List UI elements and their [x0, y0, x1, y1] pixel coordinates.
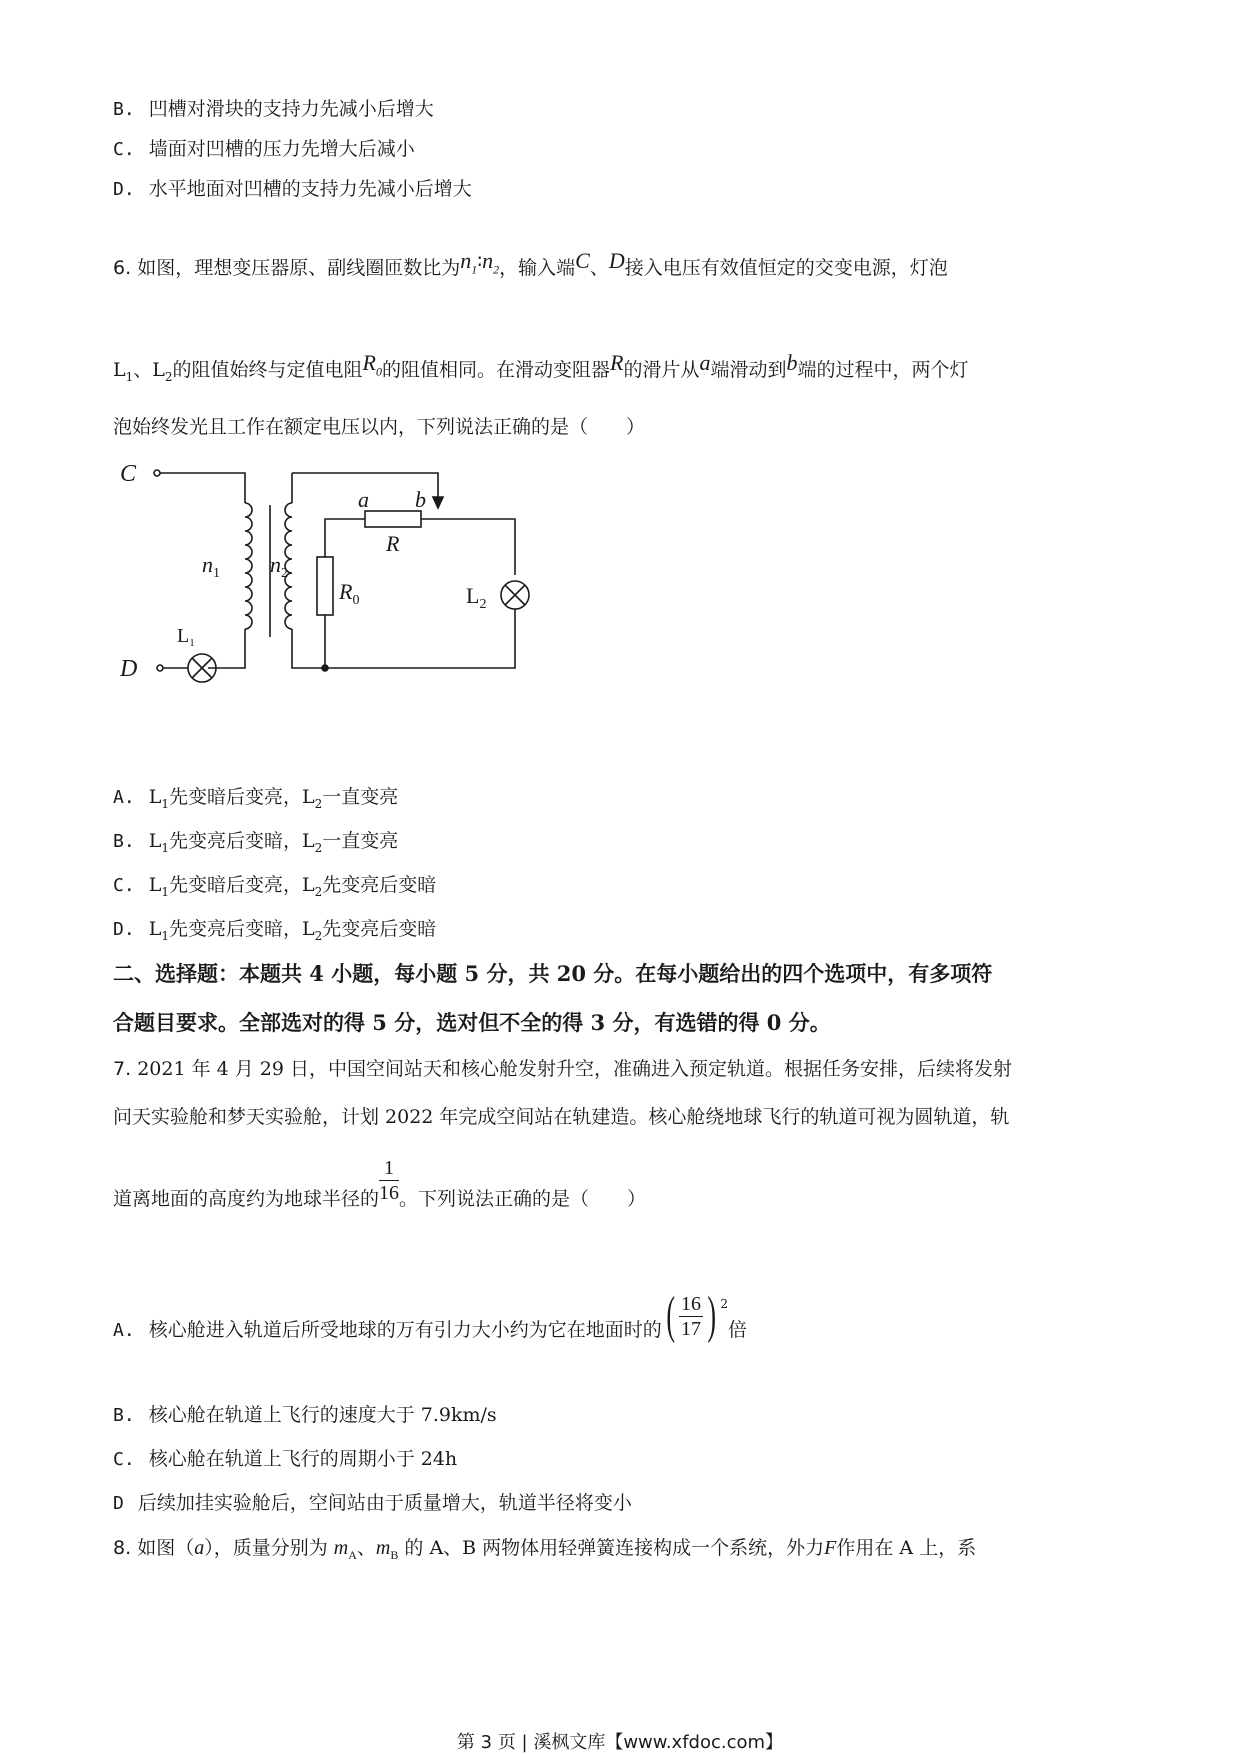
label-r0: $R_0$	[339, 579, 360, 608]
fraction-1-16: $\frac{1}{16}$	[379, 1156, 400, 1204]
option-text: 先变亮后变暗，L	[168, 830, 315, 852]
option-label: B.	[113, 831, 135, 852]
question-number: 8.	[113, 1537, 132, 1559]
var-ma: $m_A$	[333, 1537, 357, 1562]
q6-text: 的滑片从	[623, 359, 700, 381]
q6-option-d: D. $L_1$先变亮后变暗，$L_2$先变亮后变暗	[113, 918, 437, 943]
var-c: C	[575, 248, 590, 273]
q7-line-2	[113, 1108, 1009, 1127]
q6-option-a: A. $L_1$先变暗后变亮，$L_2$一直变亮	[113, 786, 399, 811]
q7-text: 。下列说法正确的是（ ）	[399, 1188, 647, 1210]
option-label: A.	[113, 1320, 135, 1341]
option-text: L	[148, 786, 162, 808]
option-label: B.	[113, 1405, 135, 1426]
q6-text: ，输入端	[499, 257, 576, 279]
option-text: L	[148, 830, 162, 852]
q6-line-2	[113, 352, 969, 383]
q7-text: 道离地面的高度约为地球半径的	[113, 1188, 380, 1210]
circuit-diagram	[120, 455, 540, 695]
q7-text: 2021 年 4 月 29 日，中国空间站天和核心舱发射升空，准确进入预定轨道。根据任务安排，后续将发射	[137, 1058, 1013, 1080]
var-f: F	[824, 1537, 837, 1559]
separator: 、	[589, 257, 609, 279]
q8-text: 如图（	[137, 1537, 195, 1559]
option-text: 墙面对凹槽的压力先增大后减小	[148, 138, 415, 160]
q6-option-c: C. $L_1$先变暗后变亮，$L_2$先变亮后变暗	[113, 874, 437, 899]
q6-text: 接入电压有效值恒定的交变电源，灯泡	[624, 257, 948, 279]
option-label: A.	[113, 787, 135, 808]
q7-line-3	[113, 1156, 647, 1210]
var-a: a	[699, 350, 711, 375]
q6-text: 端的过程中，两个灯	[797, 359, 969, 381]
resistor-r0	[317, 557, 333, 615]
q6-text: 的阻值相同。在滑动变阻器	[382, 359, 611, 381]
q8-text: ），质量分别为	[204, 1537, 334, 1559]
question-number: 6.	[113, 257, 132, 279]
option-text: 先变暗后变亮，L	[168, 874, 315, 896]
option-text: 一直变亮	[322, 830, 399, 852]
label-l1: $L_1$	[177, 625, 195, 649]
label-l2: $L_2$	[466, 583, 487, 612]
option-label: D.	[113, 919, 135, 940]
option-label: C.	[113, 139, 135, 160]
q7-line-1	[113, 1060, 1012, 1079]
q5-option-b	[113, 100, 434, 119]
label-n2: $n_2$	[270, 552, 288, 581]
junction	[322, 665, 328, 671]
option-label: C.	[113, 1449, 135, 1470]
q7-option-b	[113, 1406, 497, 1425]
option-text: 核心舱进入轨道后所受地球的万有引力大小约为它在地面时的	[148, 1319, 662, 1341]
q6-text: 如图，理想变压器原、副线圈匝数比为	[137, 257, 461, 279]
label-r: R	[386, 531, 400, 556]
var-r0: $R_0$	[362, 350, 382, 379]
q6-text: 泡始终发光且工作在额定电压以内，下列说法正确的是（ ）	[113, 416, 646, 438]
lamp-l2: 、$L_2$	[133, 359, 173, 384]
option-label: C.	[113, 875, 135, 896]
paren-left: (	[666, 1287, 675, 1344]
var-n1: $n_1$	[460, 248, 478, 277]
q7-option-d	[113, 1494, 632, 1513]
option-text: L	[148, 918, 162, 940]
primary-coil	[245, 503, 252, 629]
question-number: 7.	[113, 1058, 132, 1080]
option-label: D	[113, 1493, 124, 1514]
section-heading-line-2: 合题目要求。全部选对的得 5 分，选对但不全的得 3 分，有选错的得 0 分。	[113, 1010, 831, 1035]
option-text: 先变亮后变暗	[322, 874, 437, 896]
option-text: 后续加挂实验舱后，空间站由于质量增大，轨道半径将变小	[137, 1492, 632, 1514]
var-d: D	[608, 248, 625, 273]
label-c: C	[120, 461, 137, 487]
q6-text: 端滑动到	[710, 359, 787, 381]
option-text: 先变暗后变亮，L	[168, 786, 315, 808]
var-b: b	[786, 350, 798, 375]
q7-text: 问天实验舱和梦天实验舱，计划 2022 年完成空间站在轨建造。核心舱绕地球飞行的轨道可视为圆轨道，轨	[113, 1106, 1010, 1128]
colon: ∶	[477, 251, 483, 273]
q8-text: 作用在 A 上，系	[836, 1537, 977, 1559]
option-label: D.	[113, 179, 135, 200]
q6-option-b: B. $L_1$先变亮后变暗，$L_2$一直变亮	[113, 830, 399, 855]
option-text: 一直变亮	[322, 786, 399, 808]
q5-option-c	[113, 140, 415, 159]
option-label: B.	[113, 99, 135, 120]
fraction-16-17: $\frac{16}{17}$	[681, 1292, 702, 1340]
q7-option-a	[113, 1287, 748, 1344]
lamp-l1: $L_1$	[113, 359, 134, 384]
option-text: 水平地面对凹槽的支持力先减小后增大	[148, 178, 472, 200]
var-r: R	[610, 350, 624, 375]
option-text: L	[148, 874, 162, 896]
rheostat-r	[365, 511, 421, 527]
q7-option-c	[113, 1450, 457, 1469]
q6-line-3	[113, 418, 645, 437]
var-mb: $m_B$	[375, 1537, 399, 1562]
paren-right: )	[707, 1287, 717, 1344]
option-text: 核心舱在轨道上飞行的速度大于 7.9km/s	[148, 1404, 497, 1426]
option-text: 倍	[728, 1319, 748, 1341]
slider-arrow	[433, 497, 443, 508]
q5-option-d	[113, 180, 472, 199]
var-a: a	[194, 1537, 205, 1559]
q8-text: 的 A、B 两物体用轻弹簧连接构成一个系统，外力	[398, 1537, 825, 1559]
q8-text: 、	[356, 1537, 376, 1559]
label-b: b	[415, 487, 426, 512]
var-n2: $n_2$	[482, 248, 500, 277]
label-n1: $n_1$	[202, 552, 220, 581]
label-a: a	[358, 487, 369, 512]
option-text: 核心舱在轨道上飞行的周期小于 24h	[148, 1448, 458, 1470]
page-footer: 第 3 页 | 溪枫文库【www.xfdoc.com】	[456, 1732, 784, 1753]
label-d: D	[120, 656, 138, 682]
section-heading-line-1: 二、选择题：本题共 4 小题，每小题 5 分，共 20 分。在每小题给出的四个选项中，有多项符	[113, 961, 993, 986]
option-text: 先变亮后变暗	[322, 918, 437, 940]
option-text: 先变亮后变暗，L	[168, 918, 315, 940]
q6-line-1	[113, 250, 948, 278]
q8-line-1	[113, 1538, 976, 1561]
terminal-d	[157, 665, 163, 671]
terminal-c	[154, 470, 160, 476]
option-text: 凹槽对滑块的支持力先减小后增大	[148, 98, 434, 120]
q6-text: 的阻值始终与定值电阻	[172, 359, 363, 381]
exponent: 2	[720, 1297, 728, 1311]
